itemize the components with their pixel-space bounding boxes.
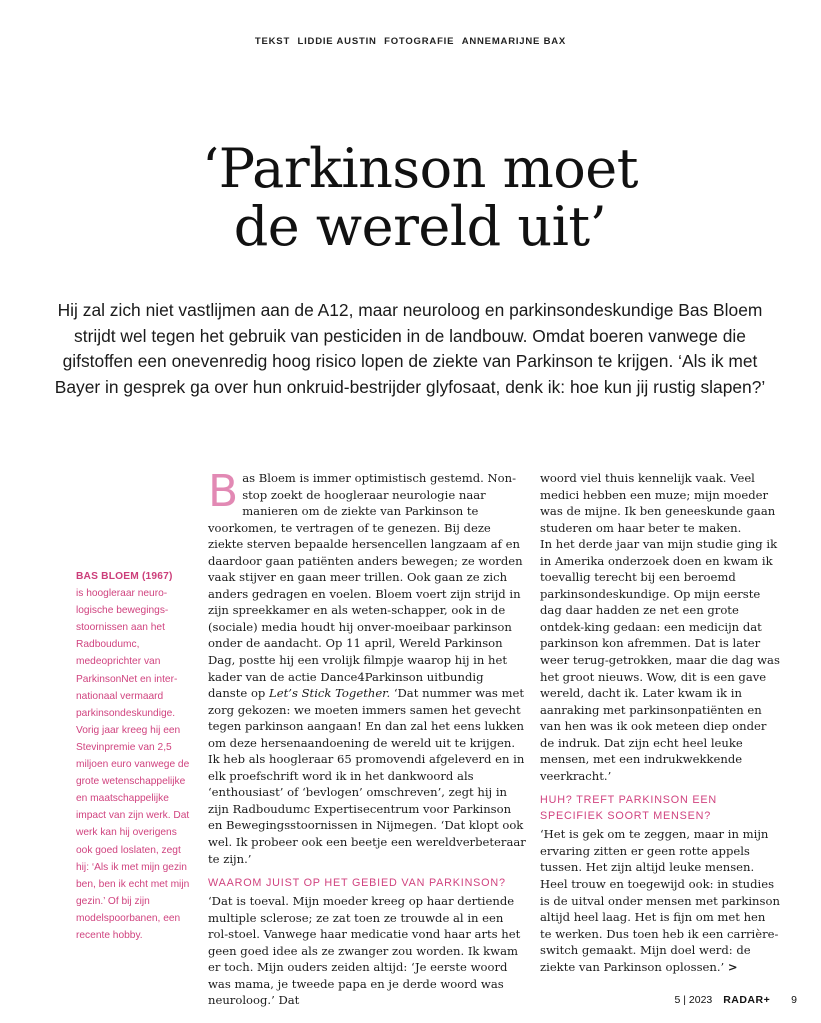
title-line-1: ‘Parkinson moet <box>202 137 638 200</box>
drop-cap: B <box>208 466 239 517</box>
credits-text-label: TEKST <box>254 36 291 47</box>
article-paragraph-2: ‘Dat is toeval. Mijn moeder kreeg op haar dertiende multiple sclerose; ze zat toen ze trouwde al in een rol-stoel. Vanwege haar medicatie vond haar arts het geen goed idee als ze zwanger zou worden. Ik kwam er toch. Mijn ouders zeiden altijd: ‘Je eerste woord was mama, je tweede papa en je derde woord was neuroloog.’ Dat <box>208 894 521 1008</box>
credits-author: LIDDIE AUSTIN <box>297 36 377 47</box>
article-paragraph-1 <box>208 466 526 867</box>
article-column-1 <box>208 466 526 1009</box>
lead-paragraph: Hij zal zich niet vastlijmen aan de A12, maar neuroloog en parkinsondeskundige Bas Bloem strijdt wel tegen het gebruik van pesticiden in de landbouw. Omdat boeren vanwege die gifstoffen een onevenredig hoog risico lopen de ziekte van Parkinson te krijgen. ‘Als ik met Bayer in gesprek ga over hun onkruid-bestrijder glyfosaat, denk ik: hoe kun jij rustig slapen?’ <box>54 300 766 397</box>
subheading-1: WAAROM JUIST OP HET GEBIED VAN PARKINSON? <box>208 877 506 890</box>
subheading-2: HUH? TREFT PARKINSON EEN SPECIFIEK SOORT MENSEN? <box>540 794 717 823</box>
magazine-name: RADAR+ <box>723 994 771 1006</box>
issue-number: 5 | 2023 <box>674 994 713 1006</box>
paragraph-5-text: ‘Het is gek om te zeggen, maar in mijn ervaring zitten er geen rotte appels tussen. Het zijn altijd leuke mensen. Heel trouw en toegewijd ook: in studies is de uitval onder mensen met parkinson altijd heel laag. Het is fijn om met hen te werken. Dus toen heb ik een carrière-switch gemaakt. Mijn doel werd: de ziekte van Parkinson oplossen.’ <box>540 827 780 974</box>
bio-sidebar <box>76 568 192 944</box>
bio-text: is hoogleraar neuro-logische bewegings-stoornissen aan het Radboudumc, medeoprichter van ParkinsonNet en inter-nationaal vermaard parkinsondeskundige. Vorig jaar kreeg hij een Stevinpremie van 2,5 miljoen euro vanwege de grote wetenschappelijke en maatschappelijke impact van zijn werk. Dat werk kan hij overigens ook goed loslaten, zegt hij: ‘Als ik met mijn gezin ben, ben ik echt met mijn gezin.’ Of bij zijn modelspoorbanen, een recente hobby. <box>76 588 190 941</box>
credits <box>0 36 821 47</box>
page-folio <box>675 994 798 1006</box>
article-paragraph-3: woord viel thuis kennelijk vaak. Veel medici hebben een muze; mijn moeder was de mijne. Ik ben geneeskunde gaan studeren om haar beter te maken. <box>540 471 776 535</box>
article-paragraph-4: In het derde jaar van mijn studie ging ik in Amerika onderzoek doen en kwam ik toevallig terecht bij een beroemd parkinsondeskundige. Op mijn eerste dag daar hadden ze net een grote ontdek-king gedaan: een medicijn dat parkinson kon afremmen. Dat is later weer terug-getrokken, maar die dag was het groot nieuws. Wow, dit is een gave wereld, dacht ik. Later kwam ik in aanraking met parkinsonpatiënten en van hen was ik ook meteen diep onder de indruk. Dat zijn echt heel leuke mensen, met een indrukwekkende veerkracht.’ <box>540 537 780 783</box>
bio-name: BAS BLOEM (1967) <box>76 571 173 582</box>
credits-photographer: ANNEMARIJNE BAX <box>461 36 567 47</box>
page-title <box>60 137 780 258</box>
continue-arrow-icon: > <box>727 959 738 974</box>
article-paragraph-5 <box>540 826 780 975</box>
article-column-2 <box>540 470 780 975</box>
paragraph-1-part-a: as Bloem is immer optimistisch gestemd. Non-stop zoekt de hoogleraar neurologie naar manieren om de ziekte van Parkinson te voorkomen, te vertragen of te genezen. Bij deze ziekte sterven bepaalde hersencellen langzaam af en daardoor gaan patiënten anders bewegen; ze worden vaak stijver en gaan meer trillen. Ook gaan ze zich anders gedragen en voelen. Bloem voert zijn strijd in zijn spreekkamer en als weten-schapper, ook in de (sociale) media houdt hij onver-moeibaar parkinson onder de aandacht. Op 11 april, Wereld Parkinson Dag, postte hij een vrolijk filmpje waarop hij in het kader van de actie Dance4Parkinson uitbundig danste op <box>208 471 523 701</box>
title-line-2: de wereld uit’ <box>233 195 607 258</box>
paragraph-1-part-b: ‘Dat nummer was met zorg gekozen: we moeten immers samen het gevecht tegen parkinson aangaan! En dan zal het eens lukken om deze hersenaandoening de wereld uit te krijgen. Ik heb als hoogleraar 65 promovendi afgeleverd en in elk proefschrift word ik in het dankwoord als ‘enthousiast’ of ‘bevlogen’ omschreven’, zegt hij in zijn Radboudumc Expertisecentrum voor Parkinson en Bewegingsstoornissen in Nijmegen. ‘Dat klopt ook wel. Ik probeer ook een beetje een wereldverbeteraar te zijn.’ <box>208 686 526 866</box>
page-number: 9 <box>791 994 797 1006</box>
song-title: Let’s Stick Together. <box>269 686 391 701</box>
credits-photo-label: FOTOGRAFIE <box>384 36 455 47</box>
